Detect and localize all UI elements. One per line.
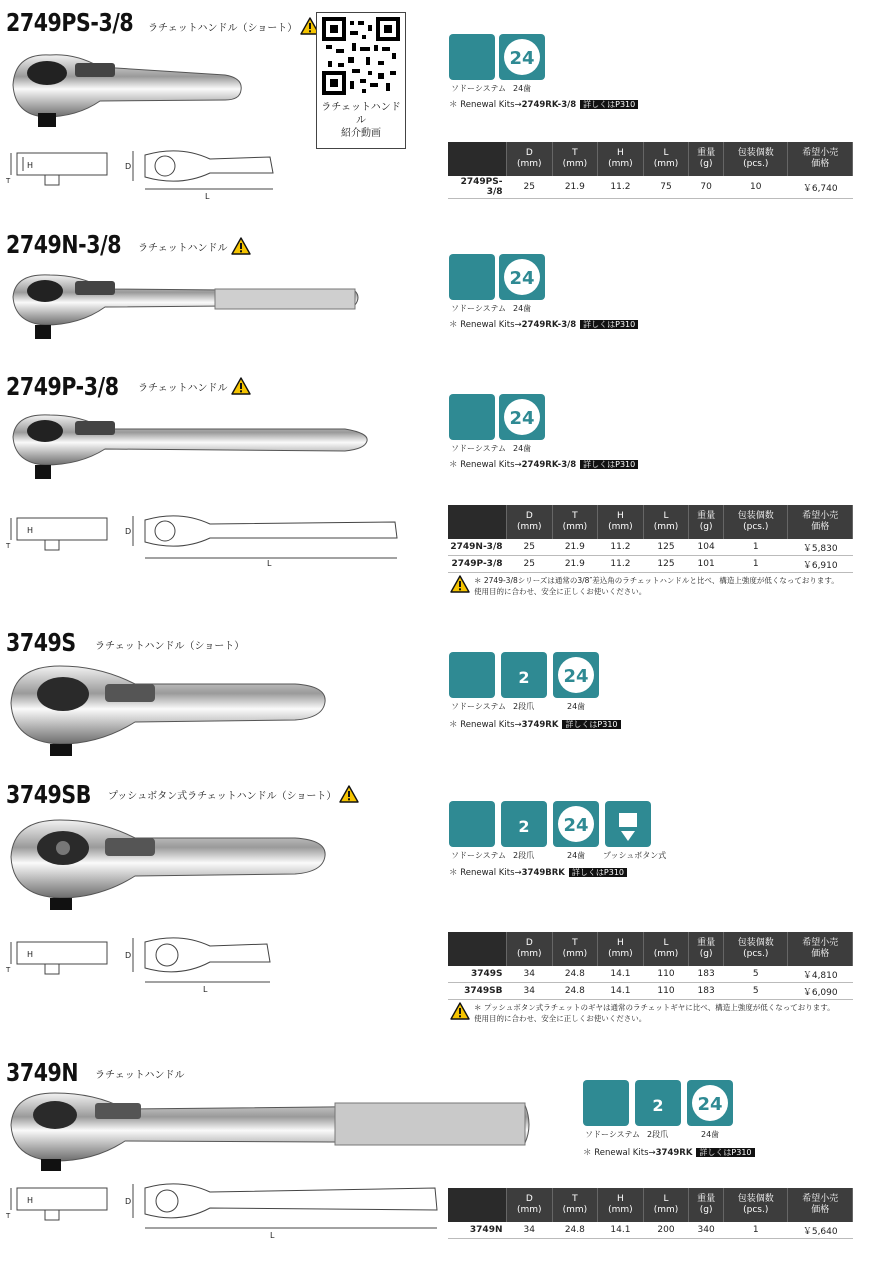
two-step-label: 2段爪 — [513, 702, 535, 711]
dim-t-label: T — [6, 966, 11, 974]
teeth-label: 24歯 — [701, 1130, 720, 1139]
ratchet-photo — [5, 658, 335, 758]
kits-ref[interactable]: 詳しくはP310 — [580, 320, 638, 329]
table-row: 3749N 34 24.8 14.1 200 340 1 ￥5,640 — [448, 1222, 853, 1239]
table-row: 3749SB 34 24.8 14.1 110 183 5 ￥6,090 — [448, 983, 853, 1000]
model-title: 3749N — [6, 1058, 79, 1087]
kits-ref[interactable]: 詳しくはP310 — [696, 1148, 754, 1157]
table-row: 2749P-3/8 25 21.9 11.2 125 101 1 ￥6,910 — [448, 556, 853, 573]
teeth-24-icon — [499, 254, 545, 300]
col-t: T (mm) — [552, 142, 598, 176]
kits-ref[interactable]: 詳しくはP310 — [569, 868, 627, 877]
spec-table-1 — [448, 142, 853, 199]
kits-label: ＊ Renewal Kits→ — [449, 720, 522, 730]
model-title: 2749N-3/8 — [6, 230, 122, 259]
model-title: 2749P-3/8 — [6, 372, 119, 401]
dim-t-label: T — [6, 177, 11, 185]
kits-label: ＊ Renewal Kits→ — [449, 460, 522, 470]
renewal-kits — [449, 458, 638, 470]
dimension-drawing — [5, 932, 295, 994]
spec-table-3: D (mm) T (mm) H (mm) L (mm) 重量 (g) 包装個数 (pcs.) 希望小売 価格 3749S 34 24.8 14.1 110 183 5 ￥4,810 3749SB 34 24.8 14.1 110 183 5 ￥6,090 — [448, 932, 853, 1000]
sonic-system-icon — [449, 34, 495, 80]
renewal-kits — [449, 318, 638, 330]
dim-t-label: T — [6, 1212, 11, 1220]
caution-note — [450, 1002, 835, 1024]
teeth-24-icon — [553, 801, 599, 847]
dimension-drawing — [5, 1178, 445, 1240]
teeth-number: 24 — [509, 268, 535, 289]
teeth-number: 24 — [697, 1094, 723, 1115]
teeth-number: 24 — [563, 815, 589, 836]
model-subtitle — [138, 377, 251, 395]
qr-caption — [317, 101, 405, 140]
model-subtitle — [148, 17, 320, 35]
dim-h-label: H — [27, 526, 34, 535]
dim-h-label: H — [27, 161, 34, 170]
table-row: 2749N-3/8 25 21.9 11.2 125 104 1 ￥5,830 — [448, 539, 853, 556]
col-l: L (mm) — [643, 142, 689, 176]
col-price: 希望小売 価格 — [788, 142, 853, 176]
subtitle-text: ラチェットハンドル — [138, 243, 228, 254]
table-row: 2749PS-3/8 25 21.9 11.2 75 70 10 ￥6,740 — [448, 176, 853, 199]
model-title: 3749SB — [6, 780, 91, 809]
two-step-number: 2 — [518, 817, 530, 836]
dimension-drawing — [5, 508, 405, 568]
ratchet-photo — [5, 812, 335, 912]
model-subtitle: ラチェットハンドル（ショート） — [95, 641, 245, 652]
kits-label: ＊ Renewal Kits→ — [449, 100, 522, 110]
push-button-icon — [605, 801, 651, 847]
spec-table-4: D (mm) T (mm) H (mm) L (mm) 重量 (g) 包装個数 (pcs.) 希望小売 価格 3749N 34 24.8 14.1 200 340 1 ￥5,640 — [448, 1188, 853, 1239]
kits-ref[interactable]: 詳しくはP310 — [562, 720, 620, 729]
sonic-system-icon — [449, 254, 495, 300]
col-h: H (mm) — [598, 142, 644, 176]
kits-ref[interactable]: 詳しくはP310 — [580, 460, 638, 469]
teeth-number: 24 — [509, 48, 535, 69]
warning-icon — [231, 237, 251, 255]
dim-d-label: D — [125, 1197, 132, 1206]
qr-code-image — [322, 17, 400, 95]
kits-label: ＊ Renewal Kits→ — [449, 868, 522, 878]
kits-code: 3749RK — [655, 1148, 693, 1158]
kits-code: 2749RK-3/8 — [521, 320, 577, 330]
sonic-system-icon — [583, 1080, 629, 1126]
two-step-number: 2 — [652, 1096, 664, 1115]
table-row: 3749S 34 24.8 14.1 110 183 5 ￥4,810 — [448, 966, 853, 983]
dim-l-label: L — [205, 192, 210, 201]
kits-code: 2749RK-3/8 — [521, 460, 577, 470]
sonic-system-icon — [449, 652, 495, 698]
teeth-label: 24歯 — [513, 84, 532, 93]
sonic-system-icon — [449, 394, 495, 440]
subtitle-text: ラチェットハンドル — [138, 383, 228, 394]
ratchet-photo — [5, 1085, 535, 1175]
teeth-number: 24 — [563, 666, 589, 687]
renewal-kits — [449, 718, 621, 730]
model-subtitle — [138, 237, 251, 255]
warning-icon — [231, 377, 251, 395]
warning-icon — [450, 575, 470, 593]
teeth-24-icon — [687, 1080, 733, 1126]
dim-d-label: D — [125, 162, 132, 171]
sonic-label: ソドーシステム — [585, 1130, 641, 1139]
teeth-24-icon — [553, 652, 599, 698]
teeth-24-icon — [499, 394, 545, 440]
col-pack: 包装個数 (pcs.) — [723, 142, 787, 176]
dim-d-label: D — [125, 951, 132, 960]
kits-ref[interactable]: 詳しくはP310 — [580, 100, 638, 109]
subtitle-text: プッシュボタン式ラチェットハンドル（ショート） — [108, 791, 337, 802]
two-step-icon — [635, 1080, 681, 1126]
note-line2: 使用目的に合わせ、安全に正しくお使いください。 — [474, 587, 647, 596]
model-title: 3749S — [6, 628, 76, 657]
warning-icon — [339, 785, 359, 803]
sonic-label: ソドーシステム — [451, 304, 507, 313]
teeth-label: 24歯 — [513, 444, 532, 453]
dim-l-label: L — [203, 985, 208, 994]
teeth-number: 24 — [509, 408, 535, 429]
model-title: 2749PS-3/8 — [6, 8, 134, 37]
qr-caption-line2: 紹介動画 — [341, 128, 381, 139]
renewal-kits — [583, 1146, 755, 1158]
teeth-24-icon — [499, 34, 545, 80]
ratchet-photo — [5, 265, 365, 345]
two-step-icon — [501, 652, 547, 698]
sonic-label: ソドーシステム — [451, 84, 507, 93]
spec-table-2: D (mm) T (mm) H (mm) L (mm) 重量 (g) 包装個数 (pcs.) 希望小売 価格 2749N-3/8 25 21.9 11.2 125 104 1 ￥5,830 2749P-3/8 25 21.9 11.2 125 101 1 ￥6,910 — [448, 505, 853, 573]
kits-code: 3749RK — [521, 720, 559, 730]
sonic-label: ソドーシステム — [451, 444, 507, 453]
col-weight: 重量 (g) — [689, 142, 724, 176]
teeth-label: 24歯 — [567, 702, 586, 711]
two-step-number: 2 — [518, 668, 530, 687]
kits-code: 2749RK-3/8 — [521, 100, 577, 110]
note-line2: 使用目的に合わせ、安全に正しくお使いください。 — [474, 1014, 647, 1023]
dim-l-label: L — [267, 559, 272, 568]
dim-d-label: D — [125, 527, 132, 536]
dim-l-label: L — [270, 1231, 275, 1240]
ratchet-photo — [5, 405, 375, 485]
push-label: プッシュボタン式 — [603, 851, 667, 860]
kits-label: ＊ Renewal Kits→ — [449, 320, 522, 330]
teeth-label: 24歯 — [567, 851, 586, 860]
qr-caption-line1: ラチェットハンドル — [321, 102, 401, 126]
two-step-label: 2段爪 — [513, 851, 535, 860]
subtitle-text: ラチェットハンドル（ショート） — [148, 23, 298, 34]
renewal-kits — [449, 98, 638, 110]
sonic-label: ソドーシステム — [451, 851, 507, 860]
ratchet-photo — [5, 45, 245, 130]
kits-code: 3749BRK — [521, 868, 565, 878]
teeth-label: 24歯 — [513, 304, 532, 313]
kits-label: ＊ Renewal Kits→ — [583, 1148, 656, 1158]
dimension-drawing — [5, 143, 295, 201]
dim-h-label: H — [27, 950, 34, 959]
two-step-icon — [501, 801, 547, 847]
model-subtitle — [108, 785, 359, 803]
note-line1: ＊ 2749-3/8シリーズは通常の3/8″差込角のラチェットハンドルと比べ、構造上強度が低くなっております。 — [474, 576, 839, 585]
dim-h-label: H — [27, 1196, 34, 1205]
caution-note — [450, 575, 839, 597]
qr-code-panel[interactable] — [316, 12, 406, 149]
two-step-label: 2段爪 — [647, 1130, 669, 1139]
sonic-label: ソドーシステム — [451, 702, 507, 711]
warning-icon — [450, 1002, 470, 1020]
dim-t-label: T — [6, 542, 11, 550]
sonic-system-icon — [449, 801, 495, 847]
renewal-kits — [449, 866, 627, 878]
col-d: D (mm) — [507, 142, 553, 176]
model-subtitle: ラチェットハンドル — [95, 1070, 185, 1081]
note-line1: ＊ プッシュボタン式ラチェットのギヤは通常のラチェットギヤに比べ、構造上強度が低くなっております。 — [474, 1003, 835, 1012]
